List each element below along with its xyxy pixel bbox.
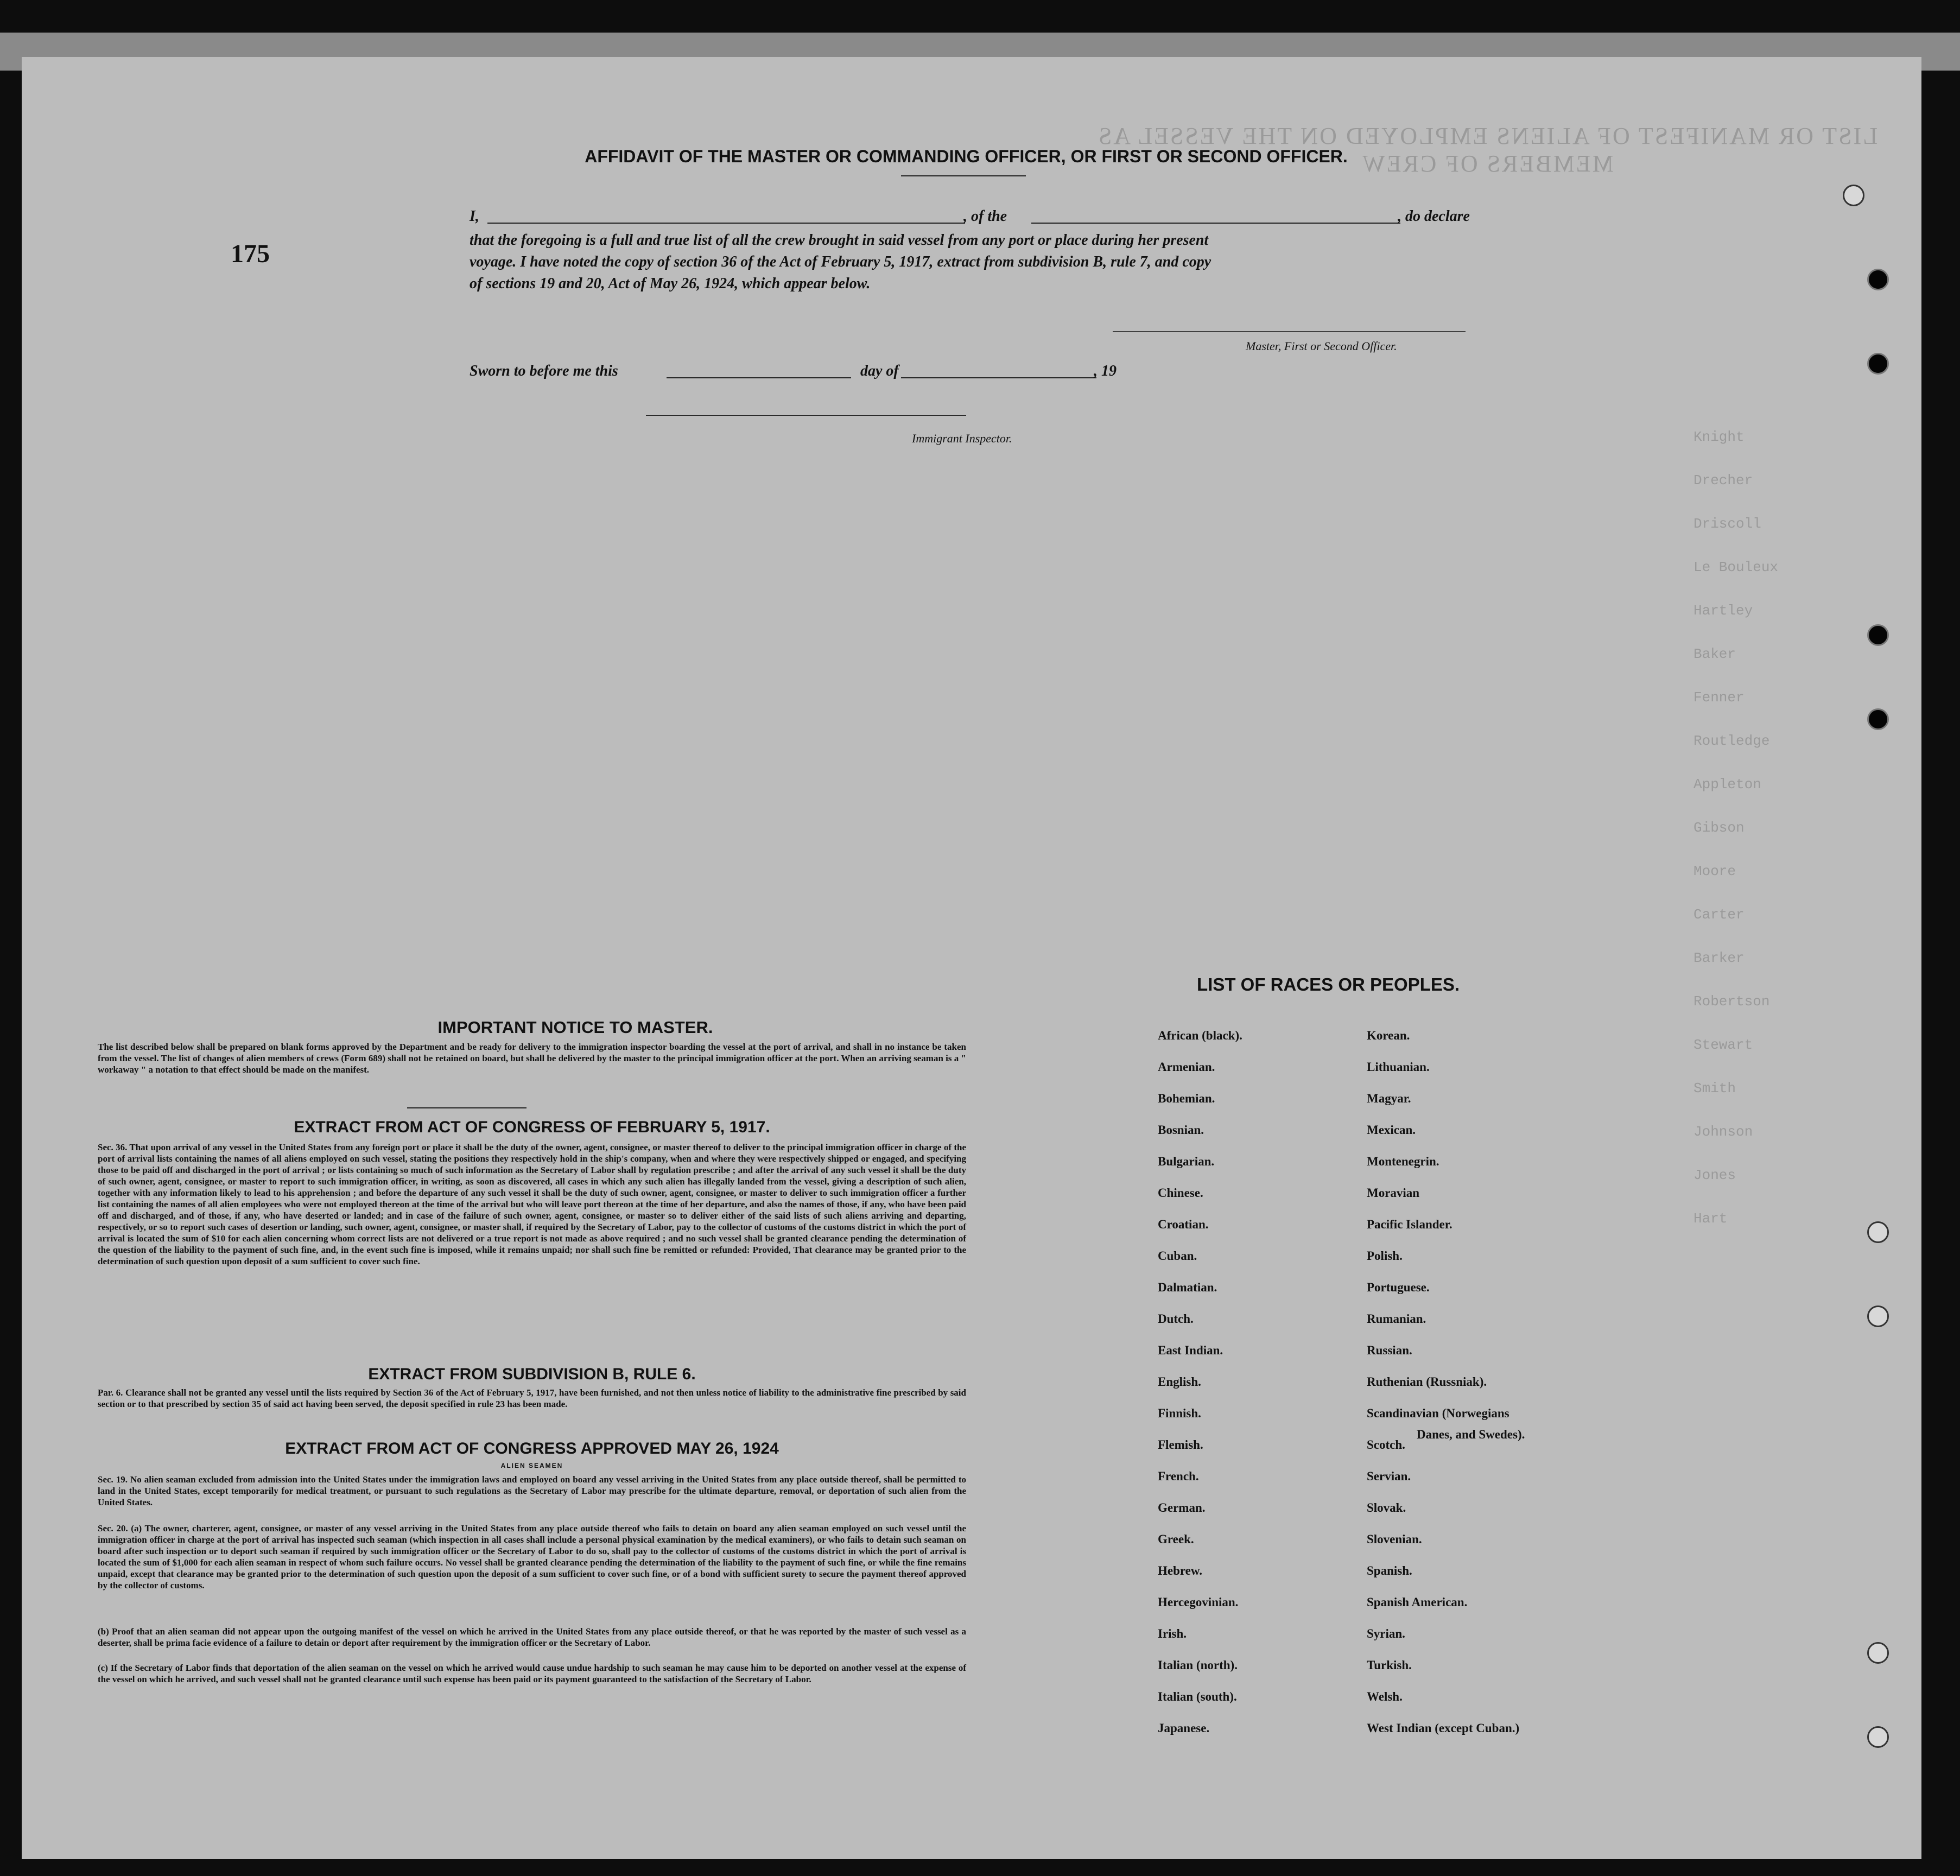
document-sheet (22, 57, 1921, 1859)
race-item: Scotch. (1367, 1438, 1405, 1452)
race-scandinavian-continued: Danes, and Swedes). (1417, 1428, 1525, 1441)
race-item: Italian (north). (1158, 1658, 1238, 1672)
punch-hole (1867, 1221, 1889, 1243)
master-signature-line[interactable] (1113, 331, 1466, 332)
race-item: Magyar. (1367, 1092, 1411, 1105)
race-item: Scandinavian (Norwegians (1367, 1406, 1509, 1420)
race-item: Flemish. (1158, 1438, 1203, 1452)
punch-hole (1867, 1305, 1889, 1327)
bleed-through-name: Le Bouleux (1693, 559, 1779, 575)
year-label: , 19 (1094, 363, 1117, 379)
punch-hole (1843, 185, 1864, 206)
bleed-through-name: Hart (1693, 1210, 1728, 1227)
race-item: Dutch. (1158, 1312, 1194, 1326)
race-item: Bosnian. (1158, 1123, 1204, 1137)
day-of-label: day of (860, 363, 899, 379)
affidavit-do-declare-label: , do declare (1398, 208, 1470, 225)
race-item: African (black). (1158, 1029, 1242, 1042)
bleed-through-name: Moore (1693, 863, 1736, 879)
inspector-label: Immigrant Inspector. (912, 432, 1012, 445)
punch-hole (1867, 353, 1889, 375)
race-item: Bohemian. (1158, 1092, 1215, 1105)
race-item: Chinese. (1158, 1186, 1203, 1200)
race-item: Slovak. (1367, 1501, 1406, 1514)
race-item: Spanish American. (1367, 1595, 1468, 1609)
punch-hole (1867, 624, 1889, 646)
bleed-through-name: Hartley (1693, 603, 1753, 619)
race-item: Japanese. (1158, 1721, 1210, 1735)
race-item: West Indian (except Cuban.) (1367, 1721, 1520, 1735)
race-item: Turkish. (1367, 1658, 1412, 1672)
race-item: Ruthenian (Russniak). (1367, 1375, 1487, 1389)
race-item: Italian (south). (1158, 1690, 1237, 1703)
race-item: Montenegrin. (1367, 1155, 1439, 1168)
bleed-through-name: Jones (1693, 1167, 1736, 1183)
race-item: East Indian. (1158, 1343, 1223, 1357)
race-item: French. (1158, 1469, 1199, 1483)
race-item: Hebrew. (1158, 1564, 1202, 1577)
race-item: Armenian. (1158, 1060, 1215, 1074)
race-item: Spanish. (1367, 1564, 1412, 1577)
affidavit-title: AFFIDAVIT OF THE MASTER OR COMMANDING OFFICER, OR FIRST OR SECOND OFFICER. (585, 147, 1348, 166)
bleed-through-name: Appleton (1693, 776, 1761, 793)
race-item: Korean. (1367, 1029, 1410, 1042)
title-divider (901, 175, 1026, 176)
race-item: Russian. (1367, 1343, 1412, 1357)
race-item: Lithuanian. (1367, 1060, 1430, 1074)
bleed-through-name: Driscoll (1693, 516, 1761, 532)
extract-1917-body: Sec. 36. That upon arrival of any vessel in the United States from any foreign port or place it shall be the duty of the owner, agent, consignee, or master thereof to deliver to the principal immigration officer in charge of the port of arrival lists containing the names of all aliens employed on such vessel, stating the positions they respectively hold in the ship's company, when and where they were respectively shipped or engaged, and specifying those to be paid off and discharged in the port of arrival ; or lists containing so much of such information as the Secretary of Labor shall by regulation prescribe ; and after the arrival of any such vessel it shall be the duty of such owner, agent, consignee, or master to report to such immigration officer, in writing, as soon as discovered, all cases in which any such alien has illegally landed from the vessel, giving a description of such alien, together with any information likely to lead to his apprehension ; and before the departure of any such vessel it shall be the duty of such owner, agent, consignee, or master to deliver to such immigration officer a further list containing the names of all alien employees who were not employed thereon at the time of the arrival but who will leave port thereon at the time of her departure, and also the names of those, if any, who have been paid off and discharged, and of those, if any, who have deserted or landed; and in case of the failure of such owner, agent, consignee, or master so to deliver either of the said lists of such aliens arriving and departing, respectively, or so to report such cases of desertion or landing, such owner, agent, consignee, or master shall, if required by the Secretary of Labor, pay to the collector of customs of the customs district in which the port of arrival is located the sum of $10 for each alien concerning whom correct lists are not delivered or a true report is not made as above required ; and no such vessel shall be granted clearance pending the determination of the question of the liability to the payment of such fine, and, in the event such fine is imposed, while it remains unpaid; nor shall such fine be remitted or refunded: Provided, That clearance may be granted prior to the determination of such question upon deposit of a sum sufficient to cover such fine. (98, 1142, 966, 1266)
race-item: Cuban. (1158, 1249, 1197, 1263)
subdivision-title: EXTRACT FROM SUBDIVISION B, RULE 6. (368, 1365, 696, 1383)
bleed-through-name: Fenner (1693, 689, 1745, 706)
notice-title: IMPORTANT NOTICE TO MASTER. (437, 1018, 713, 1037)
race-item: Welsh. (1367, 1690, 1403, 1703)
race-item: Hercegovinian. (1158, 1595, 1239, 1609)
bleed-through-name: Johnson (1693, 1124, 1753, 1140)
race-item: Pacific Islander. (1367, 1218, 1452, 1231)
race-item: Greek. (1158, 1532, 1194, 1546)
sworn-month-line[interactable] (901, 377, 1096, 378)
race-item: Polish. (1367, 1249, 1403, 1263)
race-item: Moravian (1367, 1186, 1420, 1200)
affidavit-line-3: voyage. I have noted the copy of section 36 of the Act of February 5, 1917, extract from subdivision B, rule 7, and copy (470, 253, 1211, 270)
bleed-through-name: Drecher (1693, 472, 1753, 489)
inspector-signature-line[interactable] (646, 415, 966, 416)
notice-body: The list described below shall be prepared on blank forms approved by the Department and be ready for delivery to the immigration inspector boarding the vessel at the port of arrival, and shall in no instance be taken from the vessel. The list of changes of alien members of crews (Form 689) shall not be retained on board, but shall be delivered by the master to the principal immigration officer at the port. When an arriving seaman is a " workaway " a notation to that effect should be made on the manifest. (98, 1042, 966, 1075)
race-item: Bulgarian. (1158, 1155, 1215, 1168)
bleed-through-name: Barker (1693, 950, 1745, 966)
affidavit-of-the-label: , of the (963, 208, 1007, 225)
master-label: Master, First or Second Officer. (1246, 339, 1397, 353)
affidavit-line-4: of sections 19 and 20, Act of May 26, 1924, which appear below. (470, 275, 871, 292)
declarant-name-line[interactable] (487, 223, 965, 224)
subdivision-body: Par. 6. Clearance shall not be granted any vessel until the lists required by Section 36 of the Act of February 5, 1917, have been furnished, and not then unless notice of liability to the administrative fine prescribed by said section or to that prescribed by section 35 of said act having been served, the deposit specified in rule 23 has been made. (98, 1387, 966, 1409)
extract-1924-title: EXTRACT FROM ACT OF CONGRESS APPROVED MAY 26, 1924 (285, 1440, 779, 1457)
bleed-through-name: Smith (1693, 1080, 1736, 1097)
race-item: Syrian. (1367, 1627, 1405, 1640)
race-item: Dalmatian. (1158, 1281, 1217, 1294)
affidavit-line-2: that the foregoing is a full and true list of all the crew brought in said vessel from any port or place during her present (470, 232, 1209, 249)
bleed-through-name: Gibson (1693, 820, 1745, 836)
bleed-through-name: Stewart (1693, 1037, 1753, 1053)
extract-1924-sec20b: (b) Proof that an alien seaman did not appear upon the outgoing manifest of the vessel on which he arrived in the United States from any place outside thereof, or that he was reported by the master of such vessel as a deserter, shall be prima facie evidence of a failure to detain or deport after requirement by the immigration officer or the Secretary of Labor. (98, 1626, 966, 1648)
bleed-through-name: Robertson (1693, 993, 1770, 1010)
race-item: Finnish. (1158, 1406, 1201, 1420)
bleed-through-name: Routledge (1693, 733, 1770, 749)
extract-1924-subtitle: ALIEN SEAMEN (500, 1462, 563, 1469)
bleed-through-name: Carter (1693, 907, 1745, 923)
races-title: LIST OF RACES OR PEOPLES. (1197, 974, 1460, 994)
race-item: Rumanian. (1367, 1312, 1426, 1326)
punch-hole (1867, 1642, 1889, 1664)
race-item: Portuguese. (1367, 1281, 1430, 1294)
race-item: English. (1158, 1375, 1201, 1389)
affidavit-i-label: I, (470, 208, 479, 225)
punch-hole (1867, 1726, 1889, 1748)
bleed-through-name: Baker (1693, 646, 1736, 662)
punch-hole (1867, 708, 1889, 730)
sworn-label: Sworn to before me this (470, 363, 618, 379)
extract-1924-sec20c: (c) If the Secretary of Labor finds that deportation of the alien seaman on the vessel on which he arrived would cause undue hardship to such seaman he may cause him to be deported on another vessel at the expense of the vessel on which he arrived, and such vessel shall not be granted clearance until such expense has been paid or its payment guaranteed to the satisfaction of the Secretary of Labor. (98, 1663, 966, 1684)
sworn-day-line[interactable] (667, 377, 851, 378)
race-item: Irish. (1158, 1627, 1187, 1640)
bleed-through-header: LIST OR MANIFEST OF ALIENS EMPLOYED ON THE VESSEL AS MEMBERS OF CREW (1096, 123, 1878, 177)
race-item: Servian. (1367, 1469, 1411, 1483)
race-item: Croatian. (1158, 1218, 1209, 1231)
race-item: Slovenian. (1367, 1532, 1422, 1546)
notice-divider (407, 1107, 527, 1108)
extract-1924-sec20a: Sec. 20. (a) The owner, charterer, agent, consignee, or master of any vessel arriving in the United States from any place outside thereof who fails to detain on board any alien seaman employed on such vessel until the immigration officer in charge at the port of arrival has inspected such seaman (which inspection in all cases shall include a personal physical examination by the medical examiners), or who fails to detain such seaman on board after such inspection or to deport such seaman if required by such immigration officer or the Secretary of Labor to do so, shall pay to the collector of customs of the customs district in which the port of arrival is located the sum of $1,000 for each alien seaman in respect of whom such failure occurs. No vessel shall be granted clearance pending the determination of the liability to the payment of such fine, or while the fine remains unpaid, except that clearance may be granted prior to the determination of such question upon the deposit of a sum sufficient to cover such fine, or of a bond with sufficient surety to secure the payment thereof approved by the collector of customs. (98, 1523, 966, 1590)
bleed-through-name: Knight (1693, 429, 1745, 445)
extract-1924-sec19: Sec. 19. No alien seaman excluded from admission into the United States under the immigration laws and employed on board any vessel arriving in the United States from any place outside thereof, shall be permitted to land in the United States, except temporarily for medical treatment, or pursuant to such regulations as the Secretary of Labor may prescribe for the ultimate departure, removal, or deportation of such alien from the United States. (98, 1474, 966, 1507)
vessel-name-line[interactable] (1031, 223, 1400, 224)
race-item: German. (1158, 1501, 1206, 1514)
punch-hole (1867, 269, 1889, 290)
page-number: 175 (231, 239, 270, 268)
extract-1917-title: EXTRACT FROM ACT OF CONGRESS OF FEBRUARY 5, 1917. (294, 1118, 770, 1136)
race-item: Mexican. (1367, 1123, 1416, 1137)
